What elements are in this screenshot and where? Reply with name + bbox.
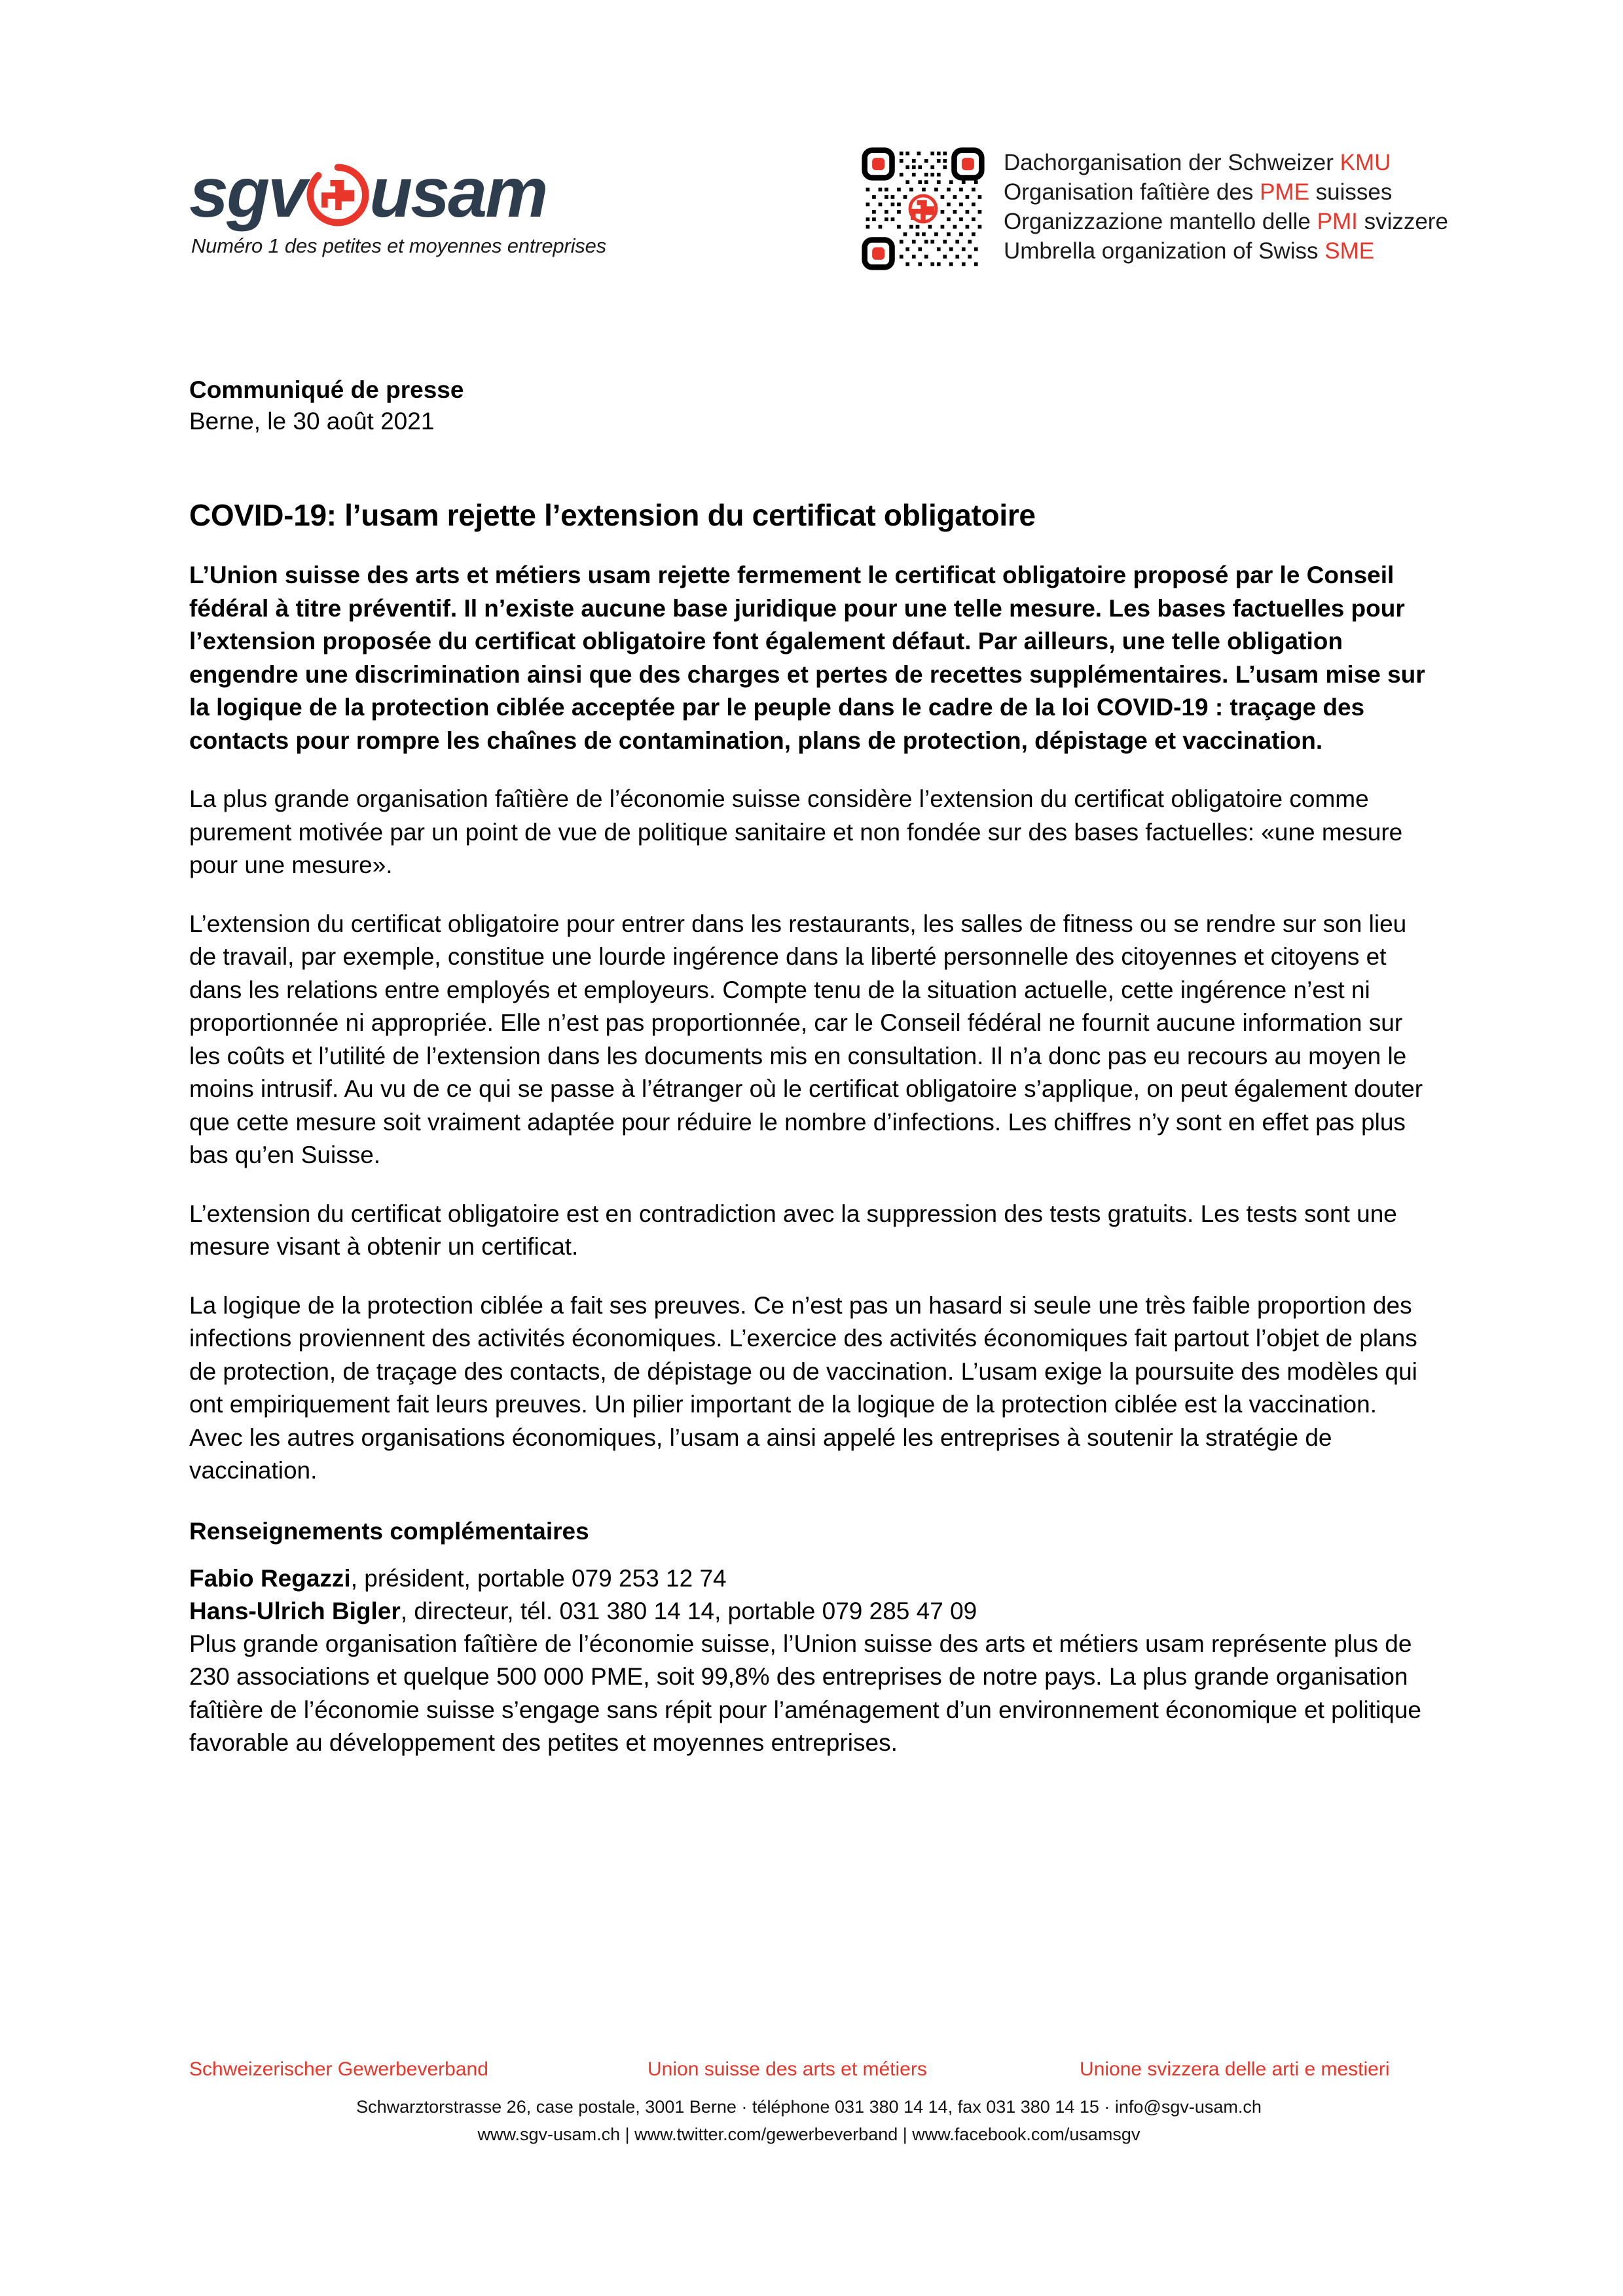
document-footer (189, 2056, 1429, 2148)
body-paragraph-3: L’extension du certificat obligatoire est en contradiction avec la suppression des tests gratuits. Les tests sont une mesure visant à obtenir un certificat. (189, 1200, 1397, 1260)
contact-item (189, 1595, 1429, 1628)
claim-line-de: Dachorganisation der Schweizer KMU (1004, 150, 1391, 175)
lead-paragraph: L’Union suisse des arts et métiers usam rejette fermement le certificat obligatoire proposé par le Conseil fédéral à titre préventif. Il n’existe aucune base juridique pour une telle mesure. Les bases factuelles pour l’extension proposée du certificat obligatoire font également défaut. Par ailleurs, une telle obligation engendre une discrimination ainsi que des charges et pertes de recettes supplémentaires. L’usam mise sur la logique de la protection ciblée acceptée par le peuple dans le cadre de la loi COVID-19 : traçage des contacts pour rompre les chaînes de contamination, plans de protection, dépistage et vaccination. (189, 562, 1425, 754)
usam-logo (189, 152, 621, 258)
contact-name: Fabio Regazzi (189, 1564, 351, 1592)
footer-org-it: Unione svizzera delle arti e mestieri (1080, 2058, 1390, 2080)
contact-details: , président, portable 079 253 12 74 (350, 1564, 727, 1592)
contacts-list (189, 1562, 1429, 1628)
claim-lines (1004, 148, 1448, 266)
document-header (0, 139, 1623, 289)
body-paragraph-2: L’extension du certificat obligatoire pour entrer dans les restaurants, les salles de fitness ou se rendre sur son lieu de travail, par exemple, constitue une lourde ingérence dans la liberté personnelle des citoyennes et citoyens et dans les relations entre employés et employeurs. Compte tenu de la situation actuelle, cette ingérence n’est ni proportionnée ni appropriée. Elle n’est pas proportionnée, car le Conseil fédéral ne fournit aucune information sur les coûts et l’utilité de l’extension dans les documents mis en consultation. Il n’a donc pas eu recours au moyen le moins intrusif. Au vu de ce qui se passe à l’étranger où le certificat obligatoire s’applique, on peut également douter que cette mesure soit vraiment adaptée pour réduire le nombre d’infections. Les chiffres n’y sont en effet pas plus bas qu’en Suisse. (189, 910, 1423, 1168)
footer-org-names (189, 2056, 1429, 2083)
page-title: COVID-19: l’usam rejette l’extension du certificat obligatoire (189, 498, 1036, 532)
logo-wordmark (189, 152, 621, 232)
usam-swiss-cross-circle-icon (306, 164, 369, 226)
boilerplate-paragraph: Plus grande organisation faîtière de l’économie suisse, l’Union suisse des arts et métiers usam représente plus de 230 associations et quelque 500 000 PME, soit 99,8% des entreprises de notre pays. La plus grande organisation faîtière de l’économie suisse s’engage sans répit pour l’aménagement d’un environnement économique et politique favorable au développement des petites et moyennes entreprises. (189, 1630, 1421, 1756)
contact-item (189, 1562, 1429, 1595)
document-body (189, 374, 1429, 1760)
claim-line-en: Umbrella organization of Swiss SME (1004, 238, 1375, 264)
logo-text-usam: usam (369, 152, 547, 232)
logo-tagline: Numéro 1 des petites et moyennes entreprises (191, 234, 606, 257)
body-paragraph-4: La logique de la protection ciblée a fait ses preuves. Ce n’est pas un hasard si seule une très faible proportion des infections proviennent des activités économiques. L’exercice des activités économiques fait partout l’objet de plans de protection, de traçage des contacts, de dépistage ou de vaccination. L’usam exige la poursuite des modèles qui ont empiriquement fait leurs preuves. Un pilier important de la logique de la protection ciblée est la vaccination. Avec les autres organisations économiques, l’usam a ainsi appelé les entreprises à soutenir la stratégie de vaccination. (189, 1291, 1417, 1484)
claim-line-fr: Organisation faîtière des PME suisses (1004, 179, 1393, 205)
footer-links[interactable]: www.sgv-usam.ch | www.twitter.com/gewerbeverband | www.facebook.com/usamsgv (477, 2125, 1140, 2144)
place-date-line: Berne, le 30 août 2021 (189, 408, 435, 435)
qr-code-icon[interactable] (861, 147, 985, 271)
footer-address: Schwarztorstrasse 26, case postale, 3001 Berne · téléphone 031 380 14 14, fax 031 380 14 15 · info@sgv-usam.ch (356, 2097, 1262, 2117)
claim-block (861, 147, 1448, 271)
document-type-label: Communiqué de presse (189, 376, 464, 403)
contact-details: , directeur, tél. 031 380 14 14, portable 079 285 47 09 (400, 1597, 977, 1624)
contacts-heading: Renseignements complémentaires (189, 1517, 589, 1545)
contact-name: Hans-Ulrich Bigler (189, 1597, 401, 1624)
logo-text-sgv: sgv (189, 152, 306, 232)
footer-org-fr: Union suisse des arts et métiers (647, 2058, 927, 2080)
claim-line-it: Organizzazione mantello delle PMI svizzere (1004, 209, 1448, 234)
footer-org-de: Schweizerischer Gewerbeverband (189, 2058, 488, 2080)
body-paragraph-1: La plus grande organisation faîtière de l’économie suisse considère l’extension du certificat obligatoire comme purement motivée par un point de vue de politique sanitaire et non fondée sur des bases factuelles: «une mesure pour une mesure». (189, 785, 1403, 878)
